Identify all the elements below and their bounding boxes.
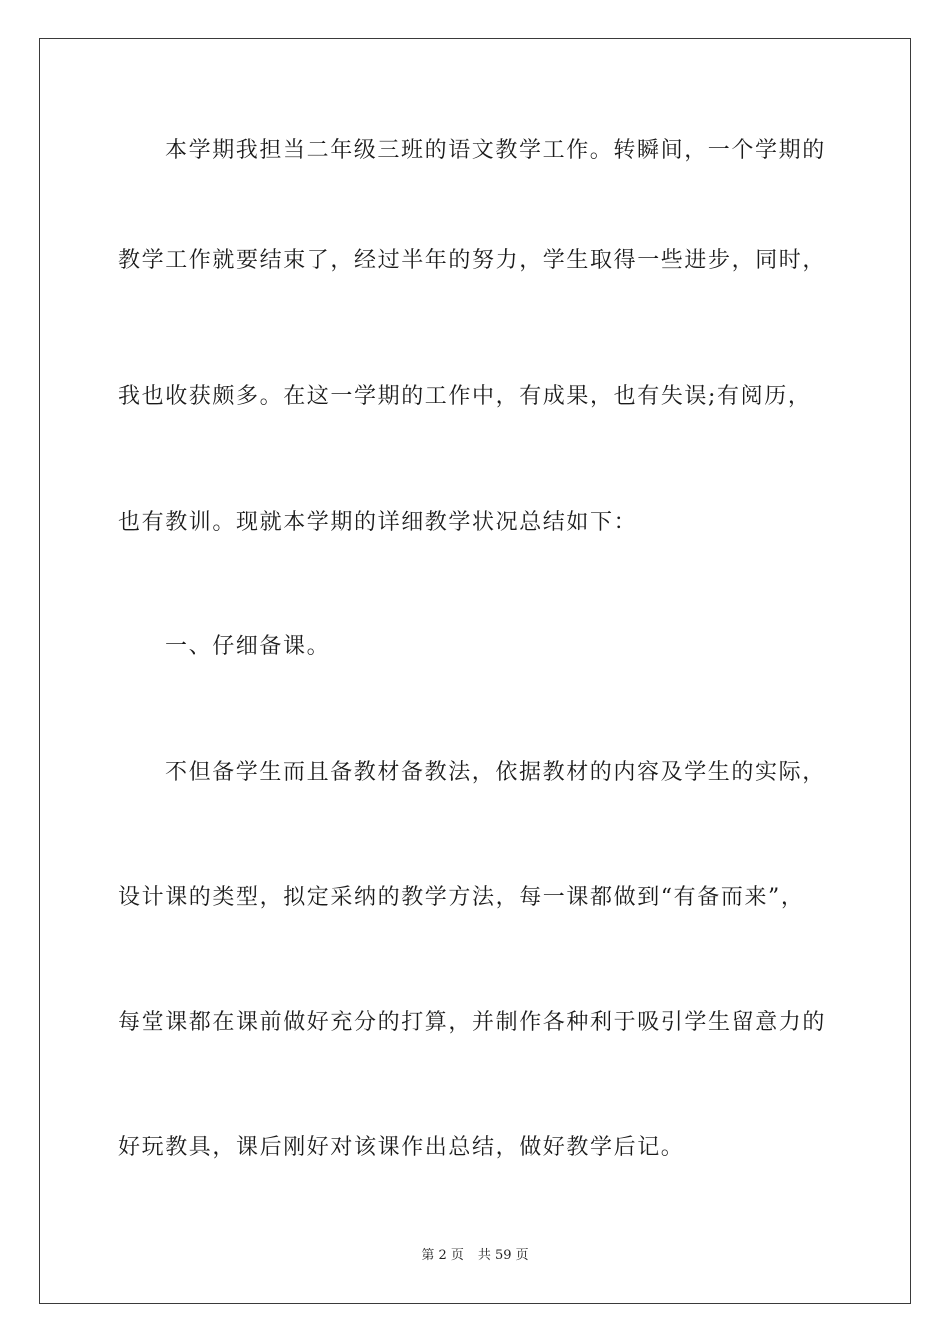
paragraph-line: 也有教训。现就本学期的详细教学状况总结如下： [118,510,638,535]
paragraph-line: 每堂课都在课前做好充分的打算，并制作各种利于吸引学生留意力的 [118,1010,827,1035]
page-total: 共 59 页 [477,1248,529,1263]
paragraph-line: 好玩教具，课后刚好对该课作出总结，做好教学后记。 [118,1135,685,1160]
page-footer [0,1247,950,1265]
page-border [39,38,911,1304]
paragraph-line: 我也收获颇多。在这一学期的工作中，有成果，也有失误;有阅历， [118,384,812,409]
paragraph-line: 设计课的类型，拟定采纳的教学方法，每一课都做到“有备而来”， [118,885,805,910]
section-heading: 一、仔细备课。 [165,634,331,659]
page-number: 第 2 页 [421,1248,464,1263]
paragraph-line: 教学工作就要结束了，经过半年的努力，学生取得一些进步，同时， [118,248,827,273]
paragraph-line: 本学期我担当二年级三班的语文教学工作。转瞬间，一个学期的 [165,138,826,163]
paragraph-line: 不但备学生而且备教材备教法，依据教材的内容及学生的实际， [165,760,826,785]
